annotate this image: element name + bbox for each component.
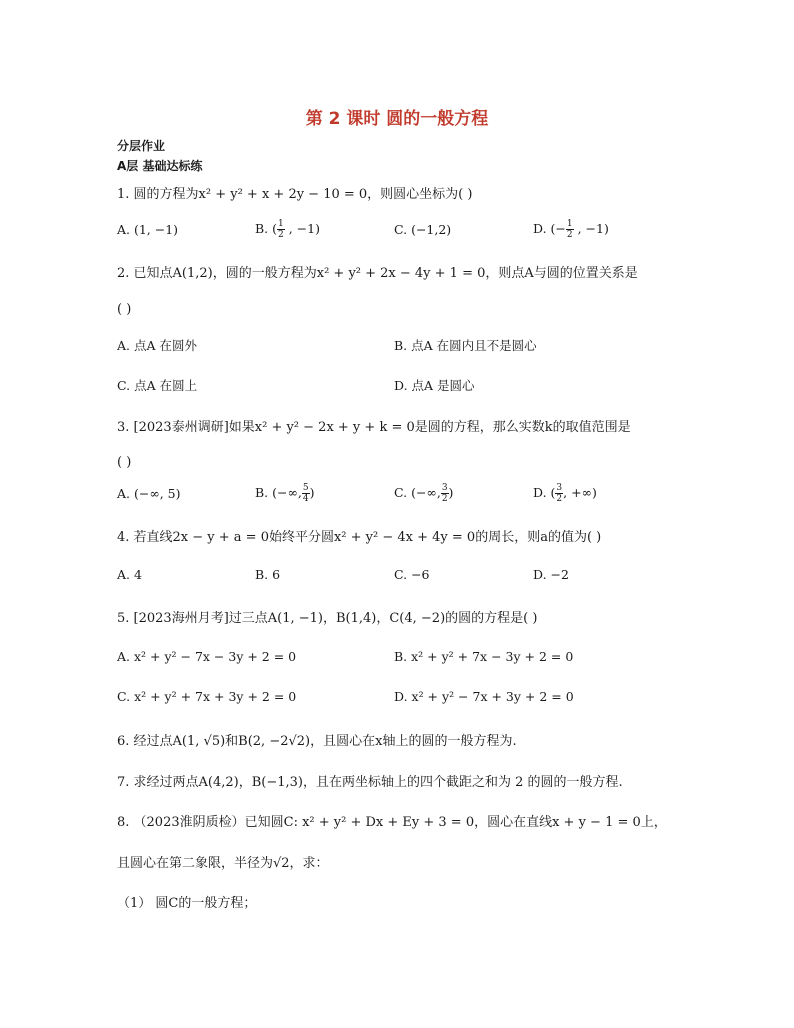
question-4-option-b: B. 6	[255, 567, 281, 582]
question-5-option-d: D. x² + y² − 7x + 3y + 2 = 0	[394, 689, 574, 704]
question-2-option-b: B. 点A 在圆内且不是圆心	[394, 338, 537, 353]
question-4-stem: 4. 若直线2x − y + a = 0始终平分圆x² + y² − 4x + 4y = 0的周长，则a的值为( )	[117, 530, 602, 545]
question-1-option-c: C. (−1,2)	[394, 222, 452, 237]
question-2-option-c: C. 点A 在圆上	[117, 378, 198, 393]
question-5-option-c: C. x² + y² + 7x + 3y + 2 = 0	[117, 689, 297, 704]
question-8-continued: 且圆心在第二象限，半径为√2，求：	[117, 856, 329, 871]
question-5-stem: 5. [2023海州月考]过三点A(1, −1)，B(1,4)，C(4, −2)的圆的方程是( )	[117, 611, 538, 626]
section-label: 分层作业	[117, 139, 166, 153]
page-title: 第 2 课时 圆的一般方程	[305, 109, 489, 129]
question-2-stem: 2. 已知点A(1,2)，圆的一般方程为x² + y² + 2x − 4y + 1 = 0，则点A与圆的位置关系是	[117, 266, 638, 281]
question-3-paren: ( )	[117, 455, 132, 470]
question-6-stem: 6. 经过点A(1, √5)和B(2, −2√2)，且圆心在x轴上的圆的一般方程为.	[117, 734, 517, 749]
question-4-option-d: D. −2	[533, 567, 569, 582]
question-1-option-d: D. (− $\frac{1}{2}$ , −1)	[533, 219, 609, 240]
question-3-option-d: D. ( $\frac{3}{2}$ , +∞)	[533, 483, 597, 504]
question-3-stem: 3. [2023泰州调研]如果x² + y² − 2x + y + k = 0是圆的方程，那么实数k的取值范围是	[117, 420, 631, 435]
question-2-option-d: D. 点A 是圆心	[394, 378, 475, 393]
question-1-stem: 1. 圆的方程为x² + y² + x + 2y − 10 = 0，则圆心坐标为( )	[117, 187, 473, 202]
question-3-option-c: C. (−∞, $\frac{3}{2}$ )	[394, 483, 454, 504]
question-8-subquestion-1: （1） 圆C的一般方程；	[117, 896, 257, 911]
level-label: A层 基础达标练	[117, 159, 203, 173]
question-5-option-b: B. x² + y² + 7x − 3y + 2 = 0	[394, 649, 574, 664]
question-3-option-a: A. (−∞, 5)	[117, 486, 181, 501]
question-1-option-b: B. ( $\frac{1}{2}$ , −1)	[255, 219, 320, 240]
question-2-option-a: A. 点A 在圆外	[117, 338, 197, 353]
question-3-option-b: B. (−∞, $\frac{5}{4}$ )	[255, 483, 315, 504]
question-2-paren: ( )	[117, 302, 132, 317]
question-4-option-a: A. 4	[117, 567, 142, 582]
question-8-stem: 8. （2023淮阴质检）已知圆C: x² + y² + Dx + Ey + 3 = 0，圆心在直线x + y − 1 = 0上，	[117, 815, 667, 830]
question-4-option-c: C. −6	[394, 567, 430, 582]
question-5-option-a: A. x² + y² − 7x − 3y + 2 = 0	[117, 649, 297, 664]
question-7-stem: 7. 求经过两点A(4,2)，B(−1,3)，且在两坐标轴上的四个截距之和为 2 的圆的一般方程.	[117, 775, 623, 790]
question-1-option-a: A. (1, −1)	[117, 222, 179, 237]
